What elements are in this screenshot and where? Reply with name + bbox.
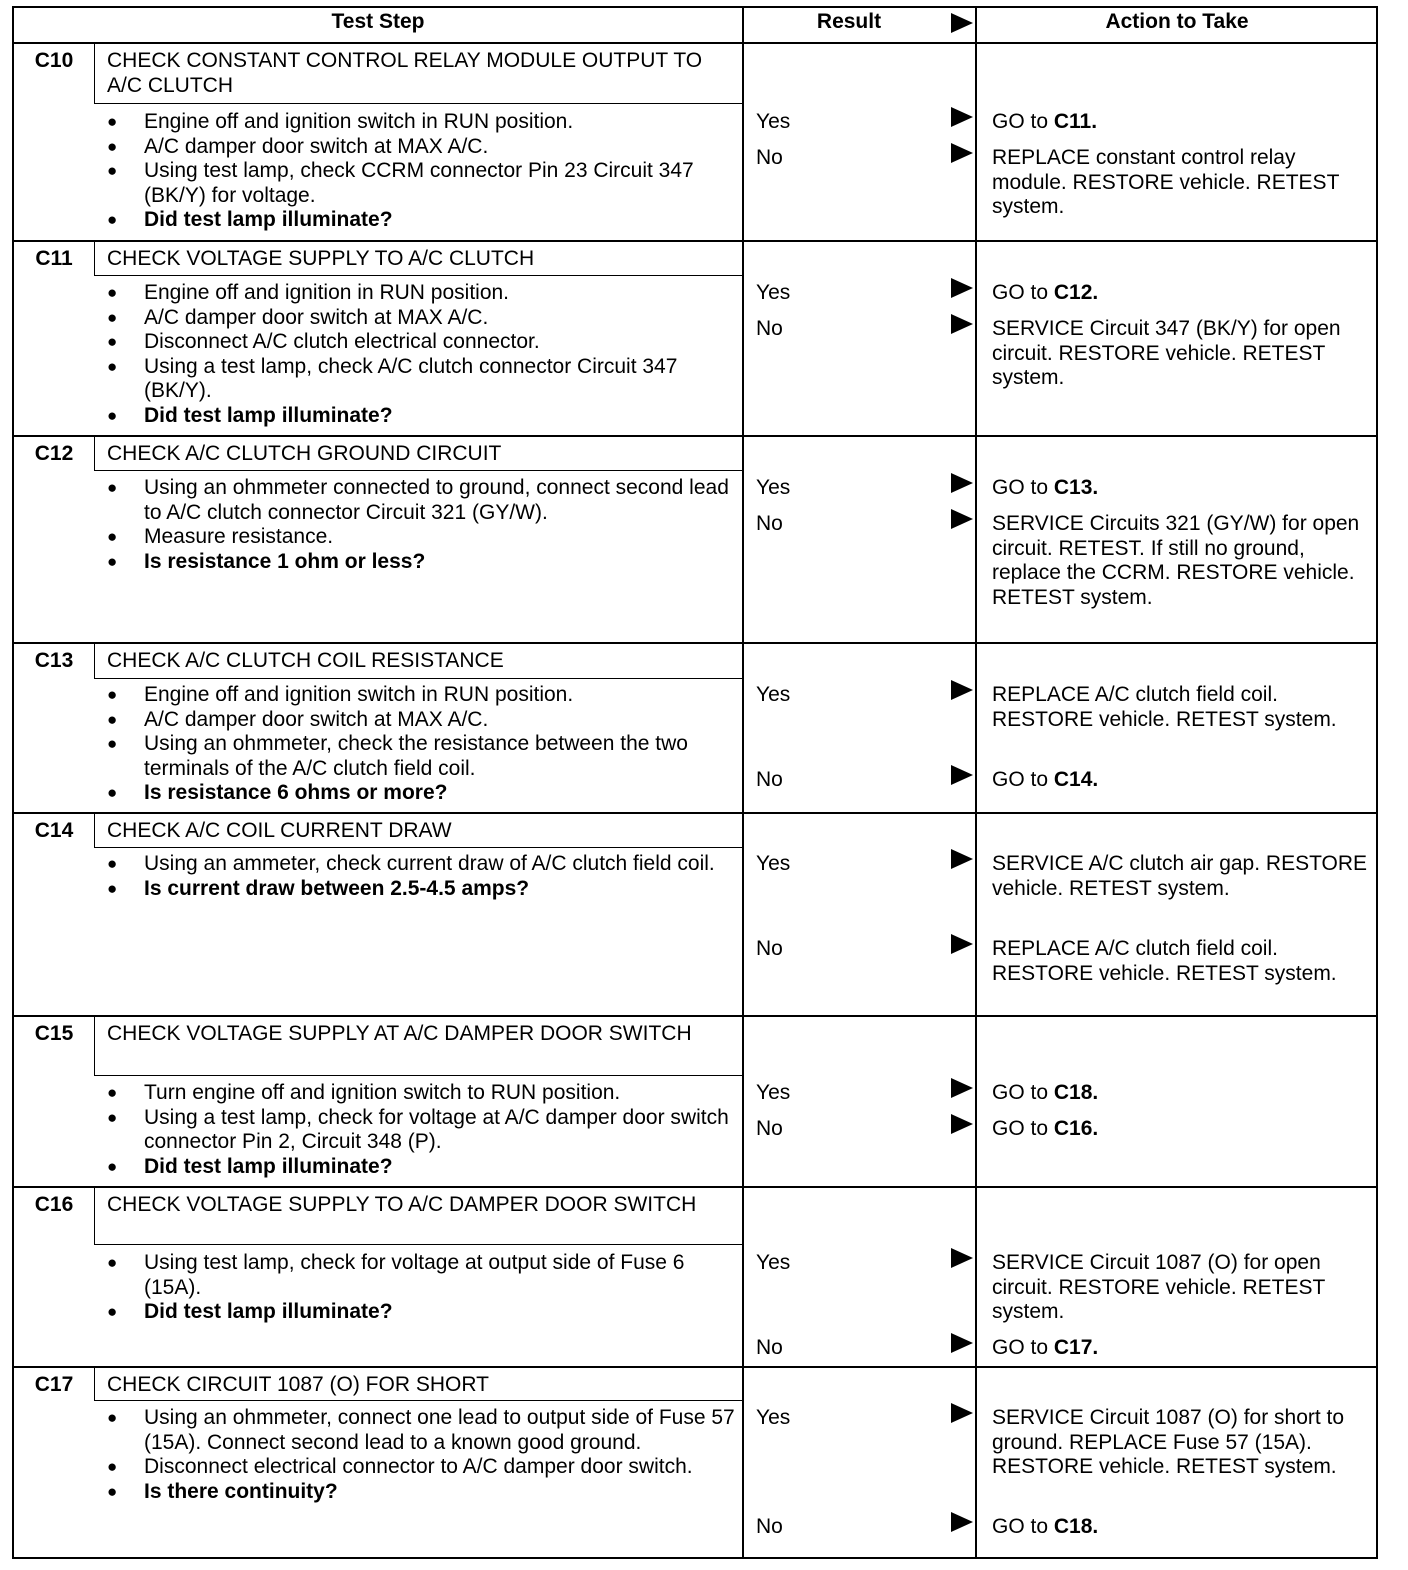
result-arrow-icon (950, 1511, 974, 1533)
step-instruction: ● Turn engine off and ignition switch to RUN position. (107, 1081, 737, 1106)
step-instruction: ● Engine off and ignition switch in RUN position. (107, 110, 737, 135)
result-arrow-icon (950, 679, 974, 701)
step-question: ● Did test lamp illuminate? (107, 208, 737, 233)
action-target-step: C12. (1053, 281, 1099, 304)
result-label: Yes (756, 281, 791, 304)
step-instruction: ● A/C damper door switch at MAX A/C. (107, 708, 737, 733)
result-label: No (756, 317, 783, 340)
result-arrow-icon (950, 1247, 974, 1269)
result-arrow-icon (950, 848, 974, 870)
step-question: ● Did test lamp illuminate? (107, 404, 737, 429)
step-question: ● Is resistance 6 ohms or more? (107, 781, 737, 806)
step-code: C12 (34, 442, 74, 465)
action-text: GO to C13. (992, 476, 1099, 499)
step-instruction: ● Using an ammeter, check current draw of A/C clutch field coil. (107, 852, 737, 877)
result-label: No (756, 1336, 783, 1359)
step-instructions (107, 281, 737, 428)
action-text: REPLACE constant control relay module. RESTORE vehicle. RETEST system. (992, 146, 1340, 218)
step-title-underline (94, 1075, 742, 1076)
step-instruction: ● Using a test lamp, check A/C clutch connector Circuit 347 (BK/Y). (107, 355, 737, 404)
result-label: Yes (756, 1406, 791, 1429)
step-instructions (107, 683, 737, 806)
action-text: SERVICE Circuits 321 (GY/W) for open circuit. RETEST. If still no ground, replace the CCRM. RESTORE vehicle. RETEST system. (992, 512, 1360, 609)
result-arrow-icon (950, 1113, 974, 1135)
step-title: CHECK CONSTANT CONTROL RELAY MODULE OUTPUT TO A/C CLUTCH (107, 49, 703, 97)
result-label: No (756, 937, 783, 960)
step-instruction: ● Using an ohmmeter connected to ground, connect second lead to A/C clutch connector Circuit 321 (GY/W). (107, 476, 737, 525)
result-arrow-icon (950, 1332, 974, 1354)
header-result: Result (816, 10, 882, 33)
action-text: SERVICE A/C clutch air gap. RESTORE vehicle. RETEST system. (992, 852, 1368, 900)
row-divider (12, 435, 1378, 437)
action-target-step: C18. (1053, 1515, 1099, 1538)
step-code: C15 (34, 1022, 74, 1045)
step-title: CHECK VOLTAGE SUPPLY TO A/C CLUTCH (107, 247, 535, 270)
result-arrow-icon (950, 142, 974, 164)
result-arrow-icon (950, 1077, 974, 1099)
row-divider (12, 1015, 1378, 1017)
result-label: No (756, 1117, 783, 1140)
row-divider (12, 240, 1378, 242)
action-target-step: C14. (1053, 768, 1099, 791)
result-column-divider (742, 6, 744, 1559)
step-title-underline (94, 103, 742, 104)
result-label: No (756, 1515, 783, 1538)
code-cell-divider (94, 1366, 95, 1400)
step-title-underline (94, 1244, 742, 1245)
action-target-step: C18. (1053, 1081, 1099, 1104)
step-instruction: ● Measure resistance. (107, 525, 737, 550)
step-title-underline (94, 678, 742, 679)
step-question: ● Did test lamp illuminate? (107, 1155, 737, 1180)
code-cell-divider (94, 642, 95, 678)
action-text: GO to C18. (992, 1515, 1099, 1538)
row-divider (12, 642, 1378, 644)
result-label: Yes (756, 1081, 791, 1104)
step-instructions (107, 1406, 737, 1504)
action-text: GO to C17. (992, 1336, 1099, 1359)
step-code: C14 (34, 819, 74, 842)
result-label: No (756, 146, 783, 169)
code-cell-divider (94, 435, 95, 470)
step-title-underline (94, 847, 742, 848)
header-arrow-icon (950, 12, 974, 34)
action-text: GO to C14. (992, 768, 1099, 791)
step-title: CHECK A/C CLUTCH COIL RESISTANCE (107, 649, 504, 672)
result-label: Yes (756, 852, 791, 875)
code-cell-divider (94, 1186, 95, 1244)
step-title: CHECK CIRCUIT 1087 (O) FOR SHORT (107, 1373, 489, 1396)
step-instruction: ● Engine off and ignition in RUN position. (107, 281, 737, 306)
header-test-step: Test Step (331, 10, 425, 33)
step-title: CHECK VOLTAGE SUPPLY AT A/C DAMPER DOOR SWITCH (107, 1022, 692, 1045)
result-arrow-icon (950, 313, 974, 335)
step-instruction: ● A/C damper door switch at MAX A/C. (107, 306, 737, 331)
result-label: Yes (756, 476, 791, 499)
step-instruction: ● Disconnect A/C clutch electrical connector. (107, 330, 737, 355)
step-instruction: ● Using an ohmmeter, check the resistance between the two terminals of the A/C clutch field coil. (107, 732, 737, 781)
action-text: SERVICE Circuit 1087 (O) for short to ground. REPLACE Fuse 57 (15A). RESTORE vehicle. RETEST system. (992, 1406, 1345, 1478)
result-arrow-icon (950, 933, 974, 955)
header-action: Action to Take (1105, 10, 1249, 33)
step-instructions (107, 852, 737, 901)
action-text: GO to C18. (992, 1081, 1099, 1104)
step-title: CHECK A/C COIL CURRENT DRAW (107, 819, 452, 842)
step-instruction: ● Engine off and ignition switch in RUN position. (107, 683, 737, 708)
step-instruction: ● Using an ohmmeter, connect one lead to output side of Fuse 57 (15A). Connect second lead to a known good ground. (107, 1406, 737, 1455)
step-code: C10 (34, 49, 74, 72)
action-target-step: C17. (1053, 1336, 1099, 1359)
result-label: Yes (756, 683, 791, 706)
action-text: SERVICE Circuit 1087 (O) for open circuit. RESTORE vehicle. RETEST system. (992, 1251, 1325, 1323)
result-label: Yes (756, 1251, 791, 1274)
step-instructions (107, 476, 737, 574)
result-arrow-icon (950, 764, 974, 786)
step-instruction: ● Using test lamp, check CCRM connector Pin 23 Circuit 347 (BK/Y) for voltage. (107, 159, 737, 208)
step-code: C17 (34, 1373, 74, 1396)
step-instruction: ● Using a test lamp, check for voltage at A/C damper door switch connector Pin 2, Circuit 348 (P). (107, 1106, 737, 1155)
step-title-underline (94, 1400, 742, 1401)
step-title: CHECK VOLTAGE SUPPLY TO A/C DAMPER DOOR SWITCH (107, 1193, 697, 1216)
action-text: REPLACE A/C clutch field coil. RESTORE vehicle. RETEST system. (992, 937, 1337, 985)
action-target-step: C13. (1053, 476, 1099, 499)
code-cell-divider (94, 42, 95, 103)
action-column-divider (975, 6, 977, 1559)
action-target-step: C16. (1053, 1117, 1099, 1140)
step-instructions (107, 1081, 737, 1179)
action-text: GO to C16. (992, 1117, 1099, 1140)
step-question: ● Did test lamp illuminate? (107, 1300, 737, 1325)
action-text: GO to C12. (992, 281, 1099, 304)
header-divider (12, 42, 1378, 44)
step-question: ● Is there continuity? (107, 1480, 737, 1505)
result-arrow-icon (950, 1402, 974, 1424)
step-instructions (107, 1251, 737, 1325)
step-code: C13 (34, 649, 74, 672)
step-code: C11 (35, 247, 73, 270)
row-divider (12, 1186, 1378, 1188)
step-instruction: ● A/C damper door switch at MAX A/C. (107, 135, 737, 160)
step-question: ● Is current draw between 2.5-4.5 amps? (107, 877, 737, 902)
step-title-underline (94, 470, 742, 471)
row-divider (12, 1366, 1378, 1368)
result-arrow-icon (950, 508, 974, 530)
action-text: GO to C11. (992, 110, 1098, 133)
result-label: No (756, 512, 783, 535)
action-target-step: C11. (1053, 110, 1098, 133)
result-arrow-icon (950, 106, 974, 128)
code-cell-divider (94, 1015, 95, 1075)
step-question: ● Is resistance 1 ohm or less? (107, 550, 737, 575)
row-divider (12, 812, 1378, 814)
step-title: CHECK A/C CLUTCH GROUND CIRCUIT (107, 442, 502, 465)
step-instructions (107, 110, 737, 233)
code-cell-divider (94, 812, 95, 847)
result-label: No (756, 768, 783, 791)
action-text: SERVICE Circuit 347 (BK/Y) for open circuit. RESTORE vehicle. RETEST system. (992, 317, 1341, 389)
step-code: C16 (34, 1193, 74, 1216)
result-arrow-icon (950, 472, 974, 494)
result-label: Yes (756, 110, 791, 133)
action-text: REPLACE A/C clutch field coil. RESTORE vehicle. RETEST system. (992, 683, 1337, 731)
step-instruction: ● Disconnect electrical connector to A/C damper door switch. (107, 1455, 737, 1480)
code-cell-divider (94, 240, 95, 275)
step-instruction: ● Using test lamp, check for voltage at output side of Fuse 6 (15A). (107, 1251, 737, 1300)
result-arrow-icon (950, 277, 974, 299)
step-title-underline (94, 275, 742, 276)
